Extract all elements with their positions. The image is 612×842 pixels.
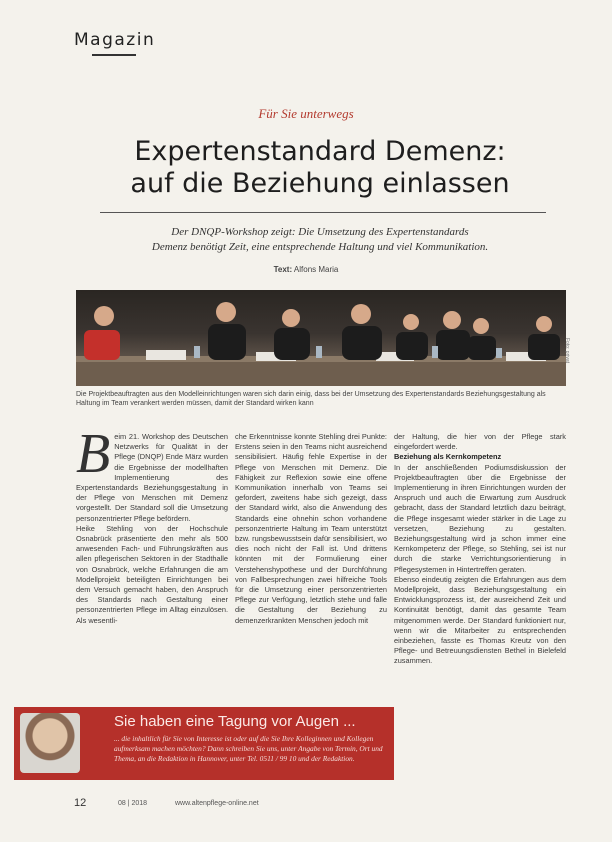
paragraph: che Erkenntnisse konnte Stehling drei Punkte: Erstens seien in den Teams nicht ausreichend sensibilisiert. Häufig fehle Expertise in der Pflege von Menschen mit Demenz. Die Fähigkeit zur Reflexion sowie eine offene Kommunikation innerhalb von Teams sei gefordert, zweitens habe sich gezeigt, dass der Standard wirkt, also die Anwendung des Standards eine ohnehin schon vorhandene personzentrierte Haltung im Team unterstützt bzw. rungsbewusstsein dafür sensibilisiert, wo dies noch nicht der Fall ist. Und drittens könnten mit der Formulierung einer Verstehenshypothese und der Durchführung von Fallbesprechungen zwei hilfreiche Tools für die Umsetzung einer personzentrierten Pflege zur Verfügung, letztlich stehe und falle die Gestaltung der Beziehung zu demenzerkrankten Menschen jedoch mit (235, 432, 387, 625)
article-column-1 (76, 423, 228, 626)
panel-photo-illustration (76, 290, 566, 386)
footer-issue: 08 | 2018 (118, 800, 148, 807)
panel-photo (76, 290, 566, 386)
paragraph: Ebenso eindeutig zeigten die Erfahrungen aus dem Modellprojekt, dass Beziehungsgestaltung ein Entwicklungsprozess ist, der ausreichend Zeit und Kontinuität benötigt, damit das gesamte Team mitgenommen werde. Der Standard funktioniert nur, wenn wir die Mitarbeiter zu entsprechenden einbeziehen, fasste es Thomas Kreutz von den Pflege- und Betreuungsdiensten Bethel in Bielefeld zusammen. (394, 574, 566, 666)
byline (0, 265, 612, 274)
paragraph: Heike Stehling von der Hochschule Osnabrück präsentierte den mehr als 500 anwesenden Fach- und Führungskräften aus allen pflegerischen Sektoren in der Stadthalle von Osnabrück, welche Erfahrungen die am Modellprojekt beteiligten Einrichtungen bei dem Versuch gemacht haben, den Anspruch des Standards nach Gestaltung einer personzentrierten Pflege im Alltag einzulösen. Als wesentli- (76, 523, 228, 625)
byline-label: Text: (273, 265, 293, 274)
headline-line-2: auf die Beziehung einlassen (130, 168, 510, 199)
headline-line-1: Expertenstandard Demenz: (134, 136, 506, 167)
avatar (20, 713, 80, 773)
promo-box (14, 707, 394, 780)
photo-credit: Foto: privat (564, 338, 570, 364)
promo-text: ... die inhaltlich für Sie von Interesse ist oder auf die Sie Ihre Kolleginnen und Kollegen aufmerksam machen möchten? Dann schreiben Sie uns, unter Angabe von Termin, Ort und Thema, an die Redaktion in Hannover, unter Tel. 0511 / 99 10 und der Redaktion. (114, 734, 383, 763)
article-column-2 (235, 432, 387, 626)
article-kicker: Für Sie unterwegs (258, 106, 354, 121)
photo-caption: Die Projektbeauftragten aus den Modelleinrichtungen waren sich darin einig, dass bei der Umsetzung des Expertenstandards Beziehungsgestaltung als Haltung im Team verankert werden müssen, damit der Standard wirken kann (76, 391, 546, 407)
footer-url[interactable]: www.altenpflege-online.net (175, 800, 259, 807)
headline-rule (100, 212, 546, 213)
lead-line-2: Demenz benötigt Zeit, eine entsprechende Haltung und viel Kommunikation. (151, 241, 489, 253)
article-headline (60, 136, 580, 200)
article-column-3 (394, 432, 566, 667)
section-underline (92, 54, 136, 56)
subheading: Beziehung als Kernkompetenz (394, 452, 502, 462)
drop-cap: B (76, 423, 111, 485)
promo-title: Sie haben eine Tagung vor Augen ... (114, 713, 356, 730)
lead-line-1: Der DNQP-Workshop zeigt: Die Umsetzung des Expertenstandards (171, 226, 469, 238)
article-lead (90, 225, 550, 255)
page-number: 12 (74, 797, 87, 809)
section-label: Magazin (74, 30, 156, 50)
byline-author: Alfons Maria (293, 265, 339, 274)
paragraph: eim 21. Workshop des Deutschen Netzwerks für Qualität in der Pflege (DNQP) Ende März wurden die Ergebnisse der modellhaften Implementierung des Expertenstandards Beziehungsgestaltung in der Pflege von Menschen mit Demenz vorgestellt. Der Standard soll die Umsetzung personzentrierter Pflege befördern. (76, 432, 228, 523)
paragraph: In der anschließenden Podiumsdiskussion der Projektbeauftragten über die Ergebnisse der Implementierung in ihren Einrichtungen wurden der Anspruch und auch die Erwartung zum Ausdruck gebracht, dass der Standard letztlich dazu beiträgt, die Pflege insgesamt wieder stärker in die Lage zu versetzen, Beziehung zu gestalten. Beziehungsgestaltung wird ja schon immer eine Kernkompetenz der Pflege, so Stehling, sei ist nur durch die starke Verrichtungsorientierung in Pflegesystemen in Hintertreffen geraten. (394, 462, 566, 574)
paragraph: der Haltung, die hier von der Pflege stark eingefordert werde. (394, 432, 566, 452)
